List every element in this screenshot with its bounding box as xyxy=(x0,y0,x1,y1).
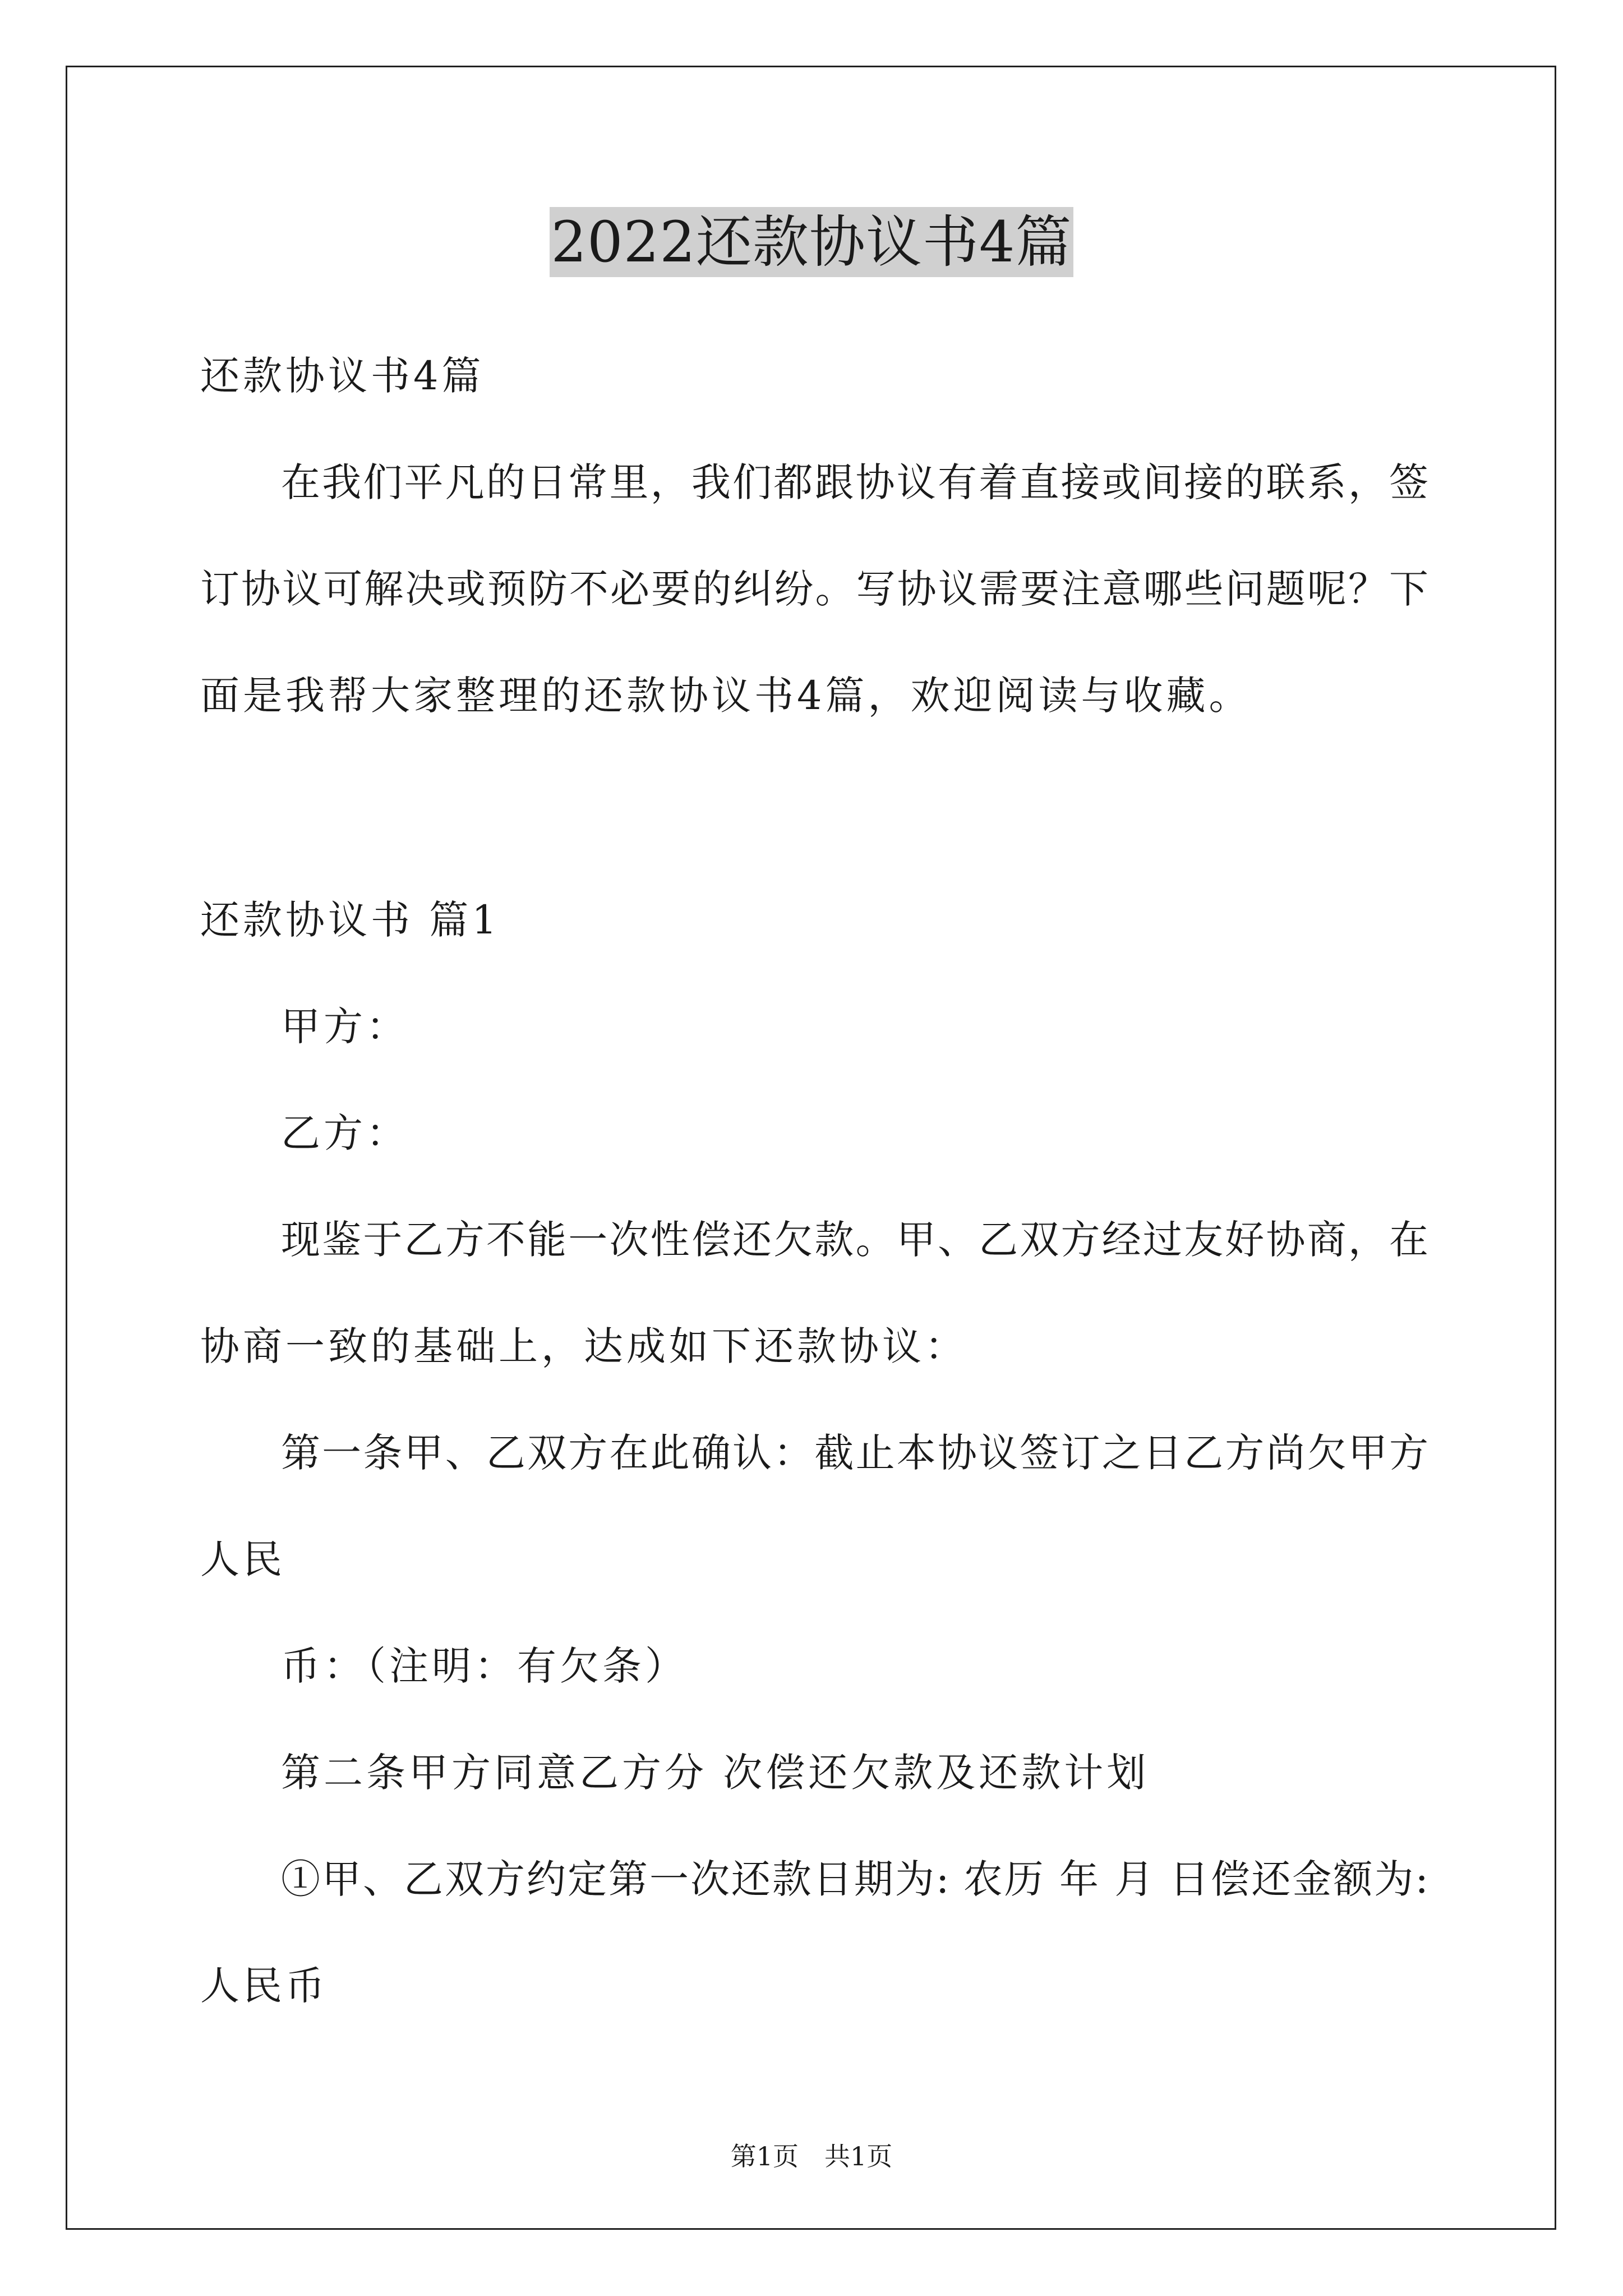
intro-line-3: 面是我帮大家整理的还款协议书4篇，欢迎阅读与收藏。 xyxy=(200,673,1252,719)
page-footer: 第1页 共1页 xyxy=(730,2141,893,2171)
paragraph-1-line-1: 现鉴于乙方不能一次性偿还欠款。甲、乙双方经过友好协商，在 xyxy=(281,1217,1428,1263)
article-1-line-1: 第一条甲、乙双方在此确认：截止本协议签订之日乙方尚欠甲方 xyxy=(281,1430,1428,1476)
article-1-line-2: 人民 xyxy=(200,1536,285,1582)
paragraph-1-line-2: 协商一致的基础上，达成如下还款协议： xyxy=(200,1323,967,1369)
document-subtitle: 还款协议书4篇 xyxy=(200,353,485,399)
item-1-line-2: 人民币 xyxy=(200,1963,328,2009)
party-a-label: 甲方： xyxy=(281,1004,409,1050)
item-1-line-1: ①甲、乙双方约定第一次还款日期为: 农历 年 月 日偿还金额为: xyxy=(281,1856,1428,1902)
document-title xyxy=(0,207,1623,277)
intro-line-1: 在我们平凡的日常里，我们都跟协议有着直接或间接的联系，签 xyxy=(281,459,1428,505)
intro-line-2: 订协议可解决或预防不必要的纠纷。写协议需要注意哪些问题呢？下 xyxy=(200,566,1428,612)
section-heading: 还款协议书 篇1 xyxy=(200,897,500,943)
article-1-line-3: 币：（注明：有欠条） xyxy=(281,1643,688,1689)
article-2: 第二条甲方同意乙方分 次偿还欠款及还款计划 xyxy=(281,1750,1150,1796)
document-title-text: 2022还款协议书4篇 xyxy=(550,207,1073,277)
party-b-label: 乙方： xyxy=(281,1110,409,1156)
